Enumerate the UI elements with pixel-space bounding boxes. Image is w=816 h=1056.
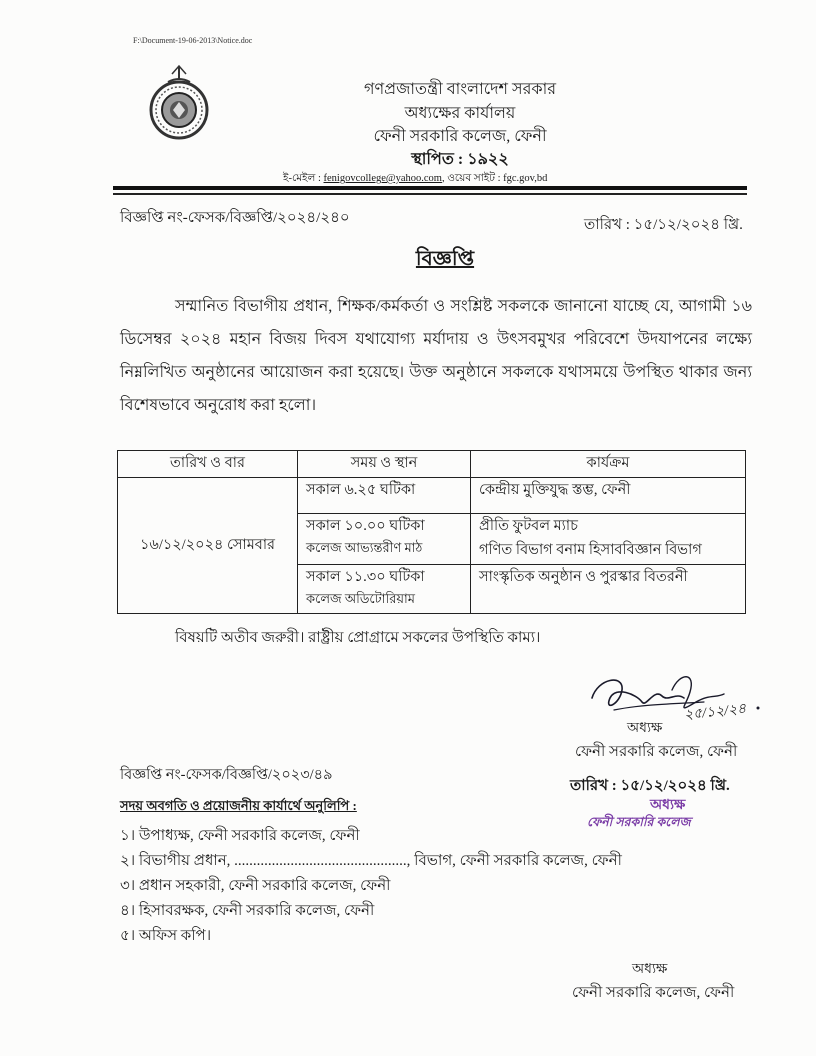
notice-date: তারিখ : ১৫/১২/২০২৪ খ্রি. (584, 217, 743, 233)
notice-title: বিজ্ঞপ্তি (415, 248, 475, 270)
event-place: কলেজ আভ্যন্তরীণ মাঠ (306, 540, 423, 555)
event-time: সকাল ১০.০০ ঘটিকা (306, 518, 425, 534)
header-time-place: সময় ও স্থান (298, 451, 471, 478)
event-date-cell: ১৬/১২/২০২৪ সোমবার (118, 478, 298, 614)
stamp-institution: ফেনী সরকারি কলেজ (587, 815, 691, 829)
header-date-day: তারিখ ও বার (118, 451, 298, 478)
table-row (118, 478, 746, 514)
notice-body: সম্মানিত বিভাগীয় প্রধান, শিক্ষক/কর্মকর্তা ও সংশ্লিষ্ট সকলকে জানানো যাচ্ছে যে, আগামী ১৬ ডিসেম্বর ২০২৪ মহান বিজয় দিবস যথাযোগ্য মর্যাদায় ও উৎসবমুখর পরিবেশে উদযাপনের লক্ষ্যে নিম্নলিখিত অনুষ্ঠানের আয়োজন করা হয়েছে। উক্ত অনুষ্ঠানে সকলকে যথাসময়ে উপস্থিত থাকার জন্য বিশেষভাবে অনুরোধ করা হলো। (120, 298, 752, 414)
schedule-table (117, 450, 746, 614)
college-seal-icon (146, 62, 212, 142)
list-item: ২। বিভাগীয় প্রধান, .............................................., বিভাগ, ফেনী সরকারি কলেজ, ফেনী (120, 853, 622, 869)
copy-reference-number: বিজ্ঞপ্তি নং-ফেসক/বিজ্ঞপ্তি/২০২৩/৪৯ (120, 767, 333, 783)
time-place-cell (298, 514, 471, 565)
time-place-cell (298, 478, 471, 514)
table-header-row (118, 451, 746, 478)
notice-reference-number: বিজ্ঞপ্তি নং-ফেসক/বিজ্ঞপ্তি/২০২৪/২৪০ (120, 210, 350, 226)
stamp-designation: অধ্যক্ষ (650, 798, 686, 813)
signatory-institution: ফেনী সরকারি কলেজ, ফেনী (575, 744, 738, 760)
email-label: ই-মেইল : (283, 173, 324, 184)
time-place-cell (298, 565, 471, 614)
activity-cell (471, 565, 746, 614)
office-title: অধ্যক্ষের কার্যালয় (404, 105, 516, 122)
signatory-designation: অধ্যক্ষ (627, 721, 663, 736)
header-activity: কার্যক্রম (471, 451, 746, 478)
activity-cell (471, 514, 746, 565)
event-activity: প্রীতি ফুটবল ম্যাচ (479, 518, 578, 534)
signature-handwritten-date: ২৫/১২/২৪ (683, 701, 748, 724)
website-text: , ওয়েব সাইট : fgc.gov,bd (441, 173, 548, 184)
event-activity: সাংস্কৃতিক অনুষ্ঠান ও পুরস্কার বিতরনী (479, 569, 688, 585)
college-name: ফেনী সরকারি কলেজ, ফেনী (373, 128, 547, 145)
header-divider-thin (113, 193, 747, 195)
event-activity: কেন্দ্রীয় মুক্তিযুদ্ধ স্তম্ভ, ফেনী (479, 482, 631, 498)
event-time: সকাল ৬.২৫ ঘটিকা (306, 482, 416, 498)
urgency-note: বিষয়টি অতীব জরুরী। রাষ্ট্রীয় প্রোগ্রামে সকলের উপস্থিতি কাম্য। (175, 630, 541, 646)
activity-cell (471, 478, 746, 514)
header-divider-thick (113, 186, 747, 190)
event-place: কলেজ অডিটোরিয়াম (306, 591, 416, 606)
footer-institution: ফেনী সরকারি কলেজ, ফেনী (572, 985, 735, 1001)
file-path-label: F:\Document-19-06-2013\Notice.doc (133, 36, 253, 45)
copy-recipient-list (120, 824, 622, 949)
government-title: গণপ্রজাতন্ত্রী বাংলাদেশ সরকার (363, 81, 557, 98)
event-activity-detail: গণিত বিভাগ বনাম হিসাববিজ্ঞান বিভাগ (479, 542, 702, 558)
list-item: ১। উপাধ্যক্ষ, ফেনী সরকারি কলেজ, ফেনী (120, 828, 360, 844)
event-time: সকাল ১১.৩০ ঘটিকা (306, 569, 425, 585)
list-item: ৩। প্রধান সহকারী, ফেনী সরকারি কলেজ, ফেনী (120, 878, 391, 894)
copy-distribution-heading: সদয় অবগতি ও প্রয়োজনীয় কার্যার্থে অনুলিপি : (120, 798, 357, 813)
list-item: ৫। অফিস কপি। (120, 928, 212, 944)
established-year: স্থাপিত : ১৯২২ (411, 151, 509, 168)
copy-date: তারিখ : ১৫/১২/২০২৪ খ্রি. (570, 778, 730, 794)
email-address: fenigovcollege@yahoo.com (323, 173, 442, 184)
footer-designation: অধ্যক্ষ (632, 962, 668, 977)
list-item: ৪। হিসাবরক্ষক, ফেনী সরকারি কলেজ, ফেনী (120, 903, 375, 919)
